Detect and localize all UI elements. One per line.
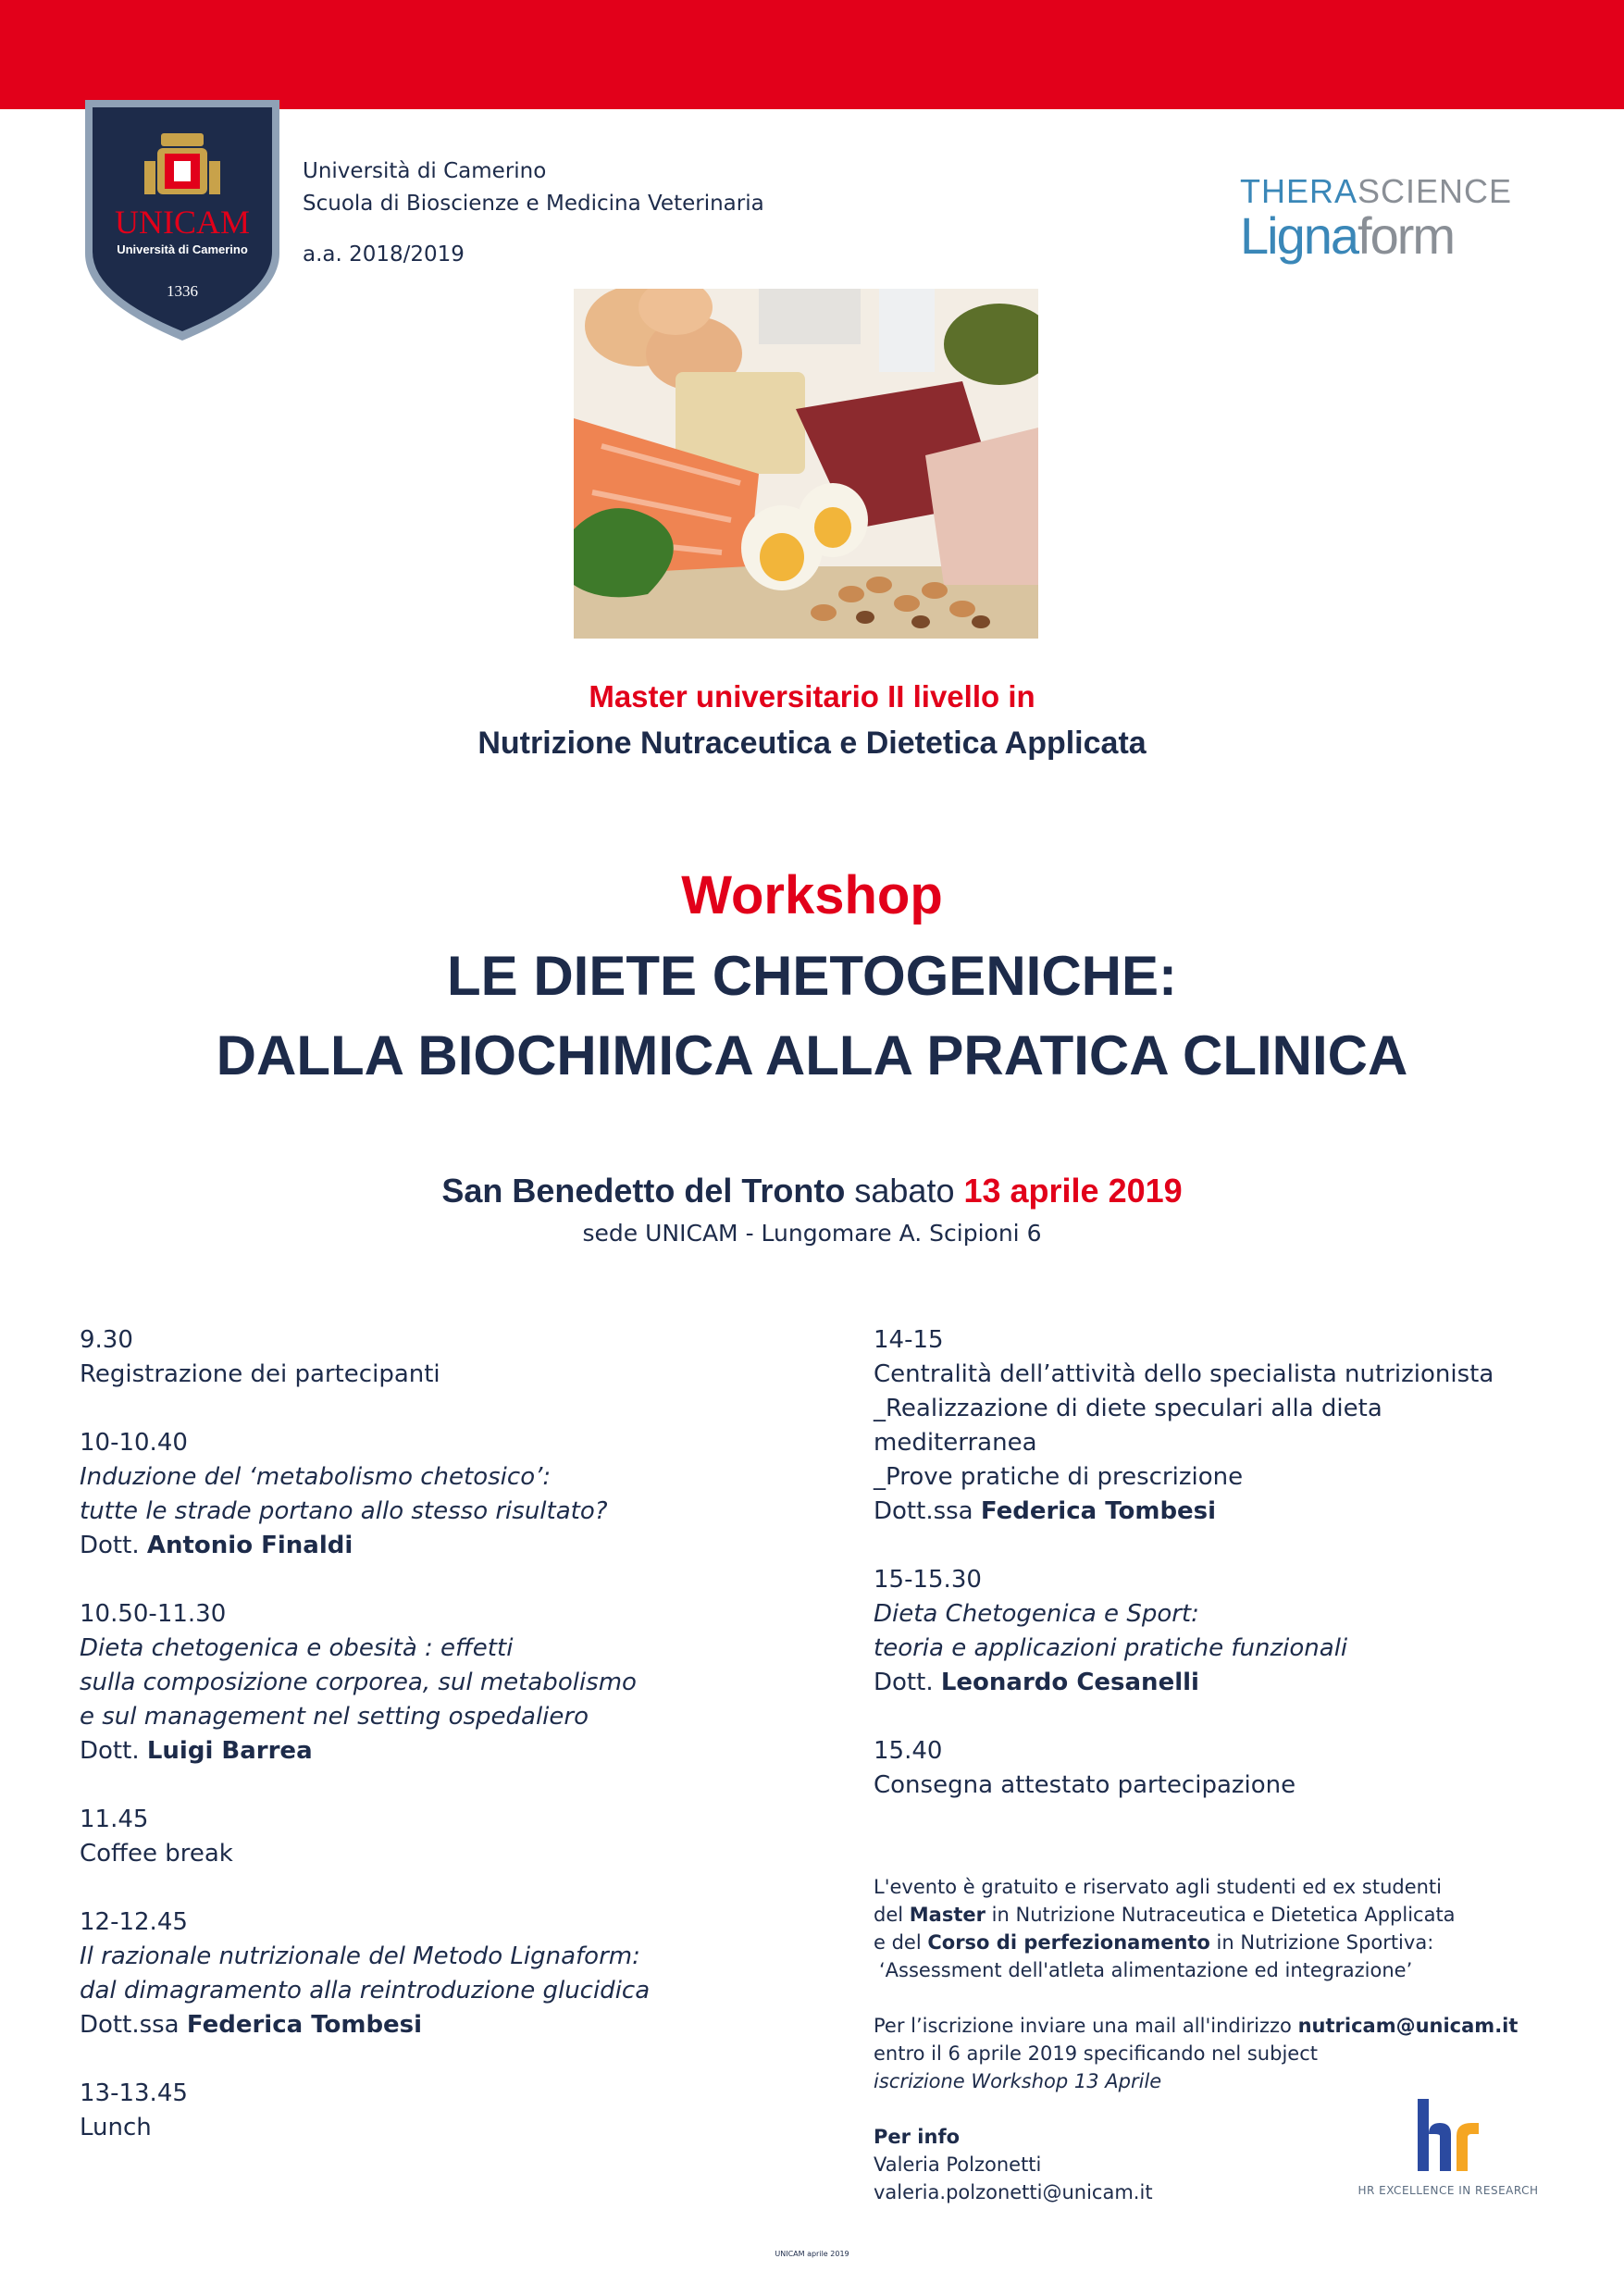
partner-ligna: Ligna [1240,206,1358,265]
note-bold: Corso di perfezionamento [927,1931,1210,1954]
speaker-name: Leonardo Cesanelli [940,1669,1199,1696]
logo-year: 1336 [167,282,198,300]
partner-science: SCIENCE [1357,172,1513,210]
program-topic: dal dimagramento alla reintroduzione glucidica [80,1977,651,2004]
logo-name: UNICAM [114,204,251,241]
eligibility-note [874,1873,1595,1984]
registration-note [874,2012,1595,2095]
university-name: Università di Camerino [303,159,547,183]
program-time: 11.45 [80,1806,149,1833]
academic-year: a.a. 2018/2019 [303,242,465,267]
event-day: sabato [854,1172,955,1210]
program-time: 10.50-11.30 [80,1600,227,1628]
note-text: del [874,1904,910,1926]
program-text: Centralità dell’attività dello specialista nutrizionista [874,1360,1494,1388]
info-name: Valeria Polzonetti [874,2153,1042,2176]
program-topic: Dieta Chetogenica e Sport: [874,1600,1199,1628]
program-time: 9.30 [80,1326,133,1354]
program-text: _Prove pratiche di prescrizione [874,1463,1244,1491]
program-time: 12-12.45 [80,1908,188,1936]
speaker-name: Federica Tombesi [186,2011,423,2039]
speaker-title: Dott. [80,1737,140,1765]
program-item [874,1734,1577,1803]
speaker-title: Dott.ssa [874,1497,973,1525]
speaker-name: Federica Tombesi [980,1497,1217,1525]
speaker-name: Antonio Finaldi [146,1532,353,1559]
master-line1: Master universitario II livello in [589,679,1035,714]
therascience-lignaform-logo [1240,172,1518,266]
program-item [874,1323,1577,1529]
program-item [80,1323,838,1392]
workshop-title-line1: LE DIETE CHETOGENICHE: [447,945,1177,1007]
event-date: 13 aprile 2019 [963,1172,1183,1210]
program-time: 15-15.30 [874,1566,982,1594]
program-topic: Dieta chetogenica e obesità : effetti [80,1634,514,1662]
speaker-name: Luigi Barrea [146,1737,313,1765]
event-city: San Benedetto del Tronto [441,1172,846,1210]
registration-email[interactable]: nutricam@unicam.it [1297,2015,1519,2037]
unicam-shield-logo [81,96,283,344]
hr-logo-text: HR EXCELLENCE IN RESEARCH [1357,2184,1539,2197]
program-topic: tutte le strade portano allo stesso risultato? [80,1497,608,1525]
speaker-title: Dott. [874,1669,934,1696]
program-right-column [874,1323,1577,1837]
workshop-label: Workshop [681,865,943,925]
program-time: 10-10.40 [80,1429,188,1457]
partner-form: form [1357,206,1455,265]
info-email[interactable]: valeria.polzonetti@unicam.it [874,2181,1153,2203]
registration-subject: iscrizione Workshop 13 Aprile [874,2070,1162,2092]
partner-thera: THERA [1240,172,1358,210]
master-line2: Nutrizione Nutraceutica e Dietetica Applicata [477,726,1147,761]
program-topic: teoria e applicazioni pratiche funzionali [874,1634,1348,1662]
program-left-column [80,1323,838,2179]
note-line: entro il 6 aprile 2019 specificando nel subject [874,2042,1318,2065]
program-item [80,1803,838,1871]
program-item [80,1905,838,2042]
workshop-title-line2: DALLA BIOCHIMICA ALLA PRATICA CLINICA [216,1024,1408,1086]
note-line: L'evento è gratuito e riservato agli studenti ed ex studenti [874,1876,1443,1898]
note-text: e del [874,1931,928,1954]
event-venue: sede UNICAM - Lungomare A. Scipioni 6 [582,1220,1042,1247]
note-text: Per l’iscrizione inviare una mail all'indirizzo [874,2015,1298,2037]
program-text: Coffee break [80,1840,233,1868]
hr-excellence-logo [1351,2093,1545,2214]
program-text: Registrazione dei partecipanti [80,1360,440,1388]
program-text: Lunch [80,2114,152,2141]
program-item [874,1563,1577,1700]
event-place-date [0,1172,1624,1210]
program-text: Consegna attestato partecipazione [874,1771,1296,1799]
program-topic: Induzione del ‘metabolismo chetosico’: [80,1463,552,1491]
note-bold: Master [909,1904,986,1926]
food-photo [574,289,1038,639]
program-topic: e sul management nel setting ospedaliero [80,1703,589,1731]
note-text: in Nutrizione Sportiva: [1209,1931,1434,1954]
program-topic: Il razionale nutrizionale del Metodo Lignaform: [80,1942,640,1970]
program-text: _Realizzazione di diete speculari alla dieta [874,1395,1382,1422]
note-text: in Nutrizione Nutraceutica e Dietetica Applicata [985,1904,1456,1926]
program-time: 14-15 [874,1326,944,1354]
program-item [80,1597,838,1769]
speaker-title: Dott.ssa [80,2011,180,2039]
logo-subtitle: Università di Camerino [117,242,248,256]
hr-icon [1407,2093,1490,2177]
university-info [303,155,764,271]
program-item [80,1426,838,1563]
speaker-title: Dott. [80,1532,140,1559]
footer-note: UNICAM aprile 2019 [775,2250,849,2258]
top-red-banner [0,0,1624,109]
program-item [80,2077,838,2145]
program-time: 13-13.45 [80,2079,188,2107]
school-name: Scuola di Bioscienze e Medicina Veterinaria [303,192,764,216]
note-line: ‘Assessment dell'atleta alimentazione ed integrazione’ [879,1959,1413,1981]
program-topic: sulla composizione corporea, sul metabolismo [80,1669,637,1696]
program-time: 15.40 [874,1737,943,1765]
info-label: Per info [874,2126,961,2148]
program-text: mediterranea [874,1429,1037,1457]
